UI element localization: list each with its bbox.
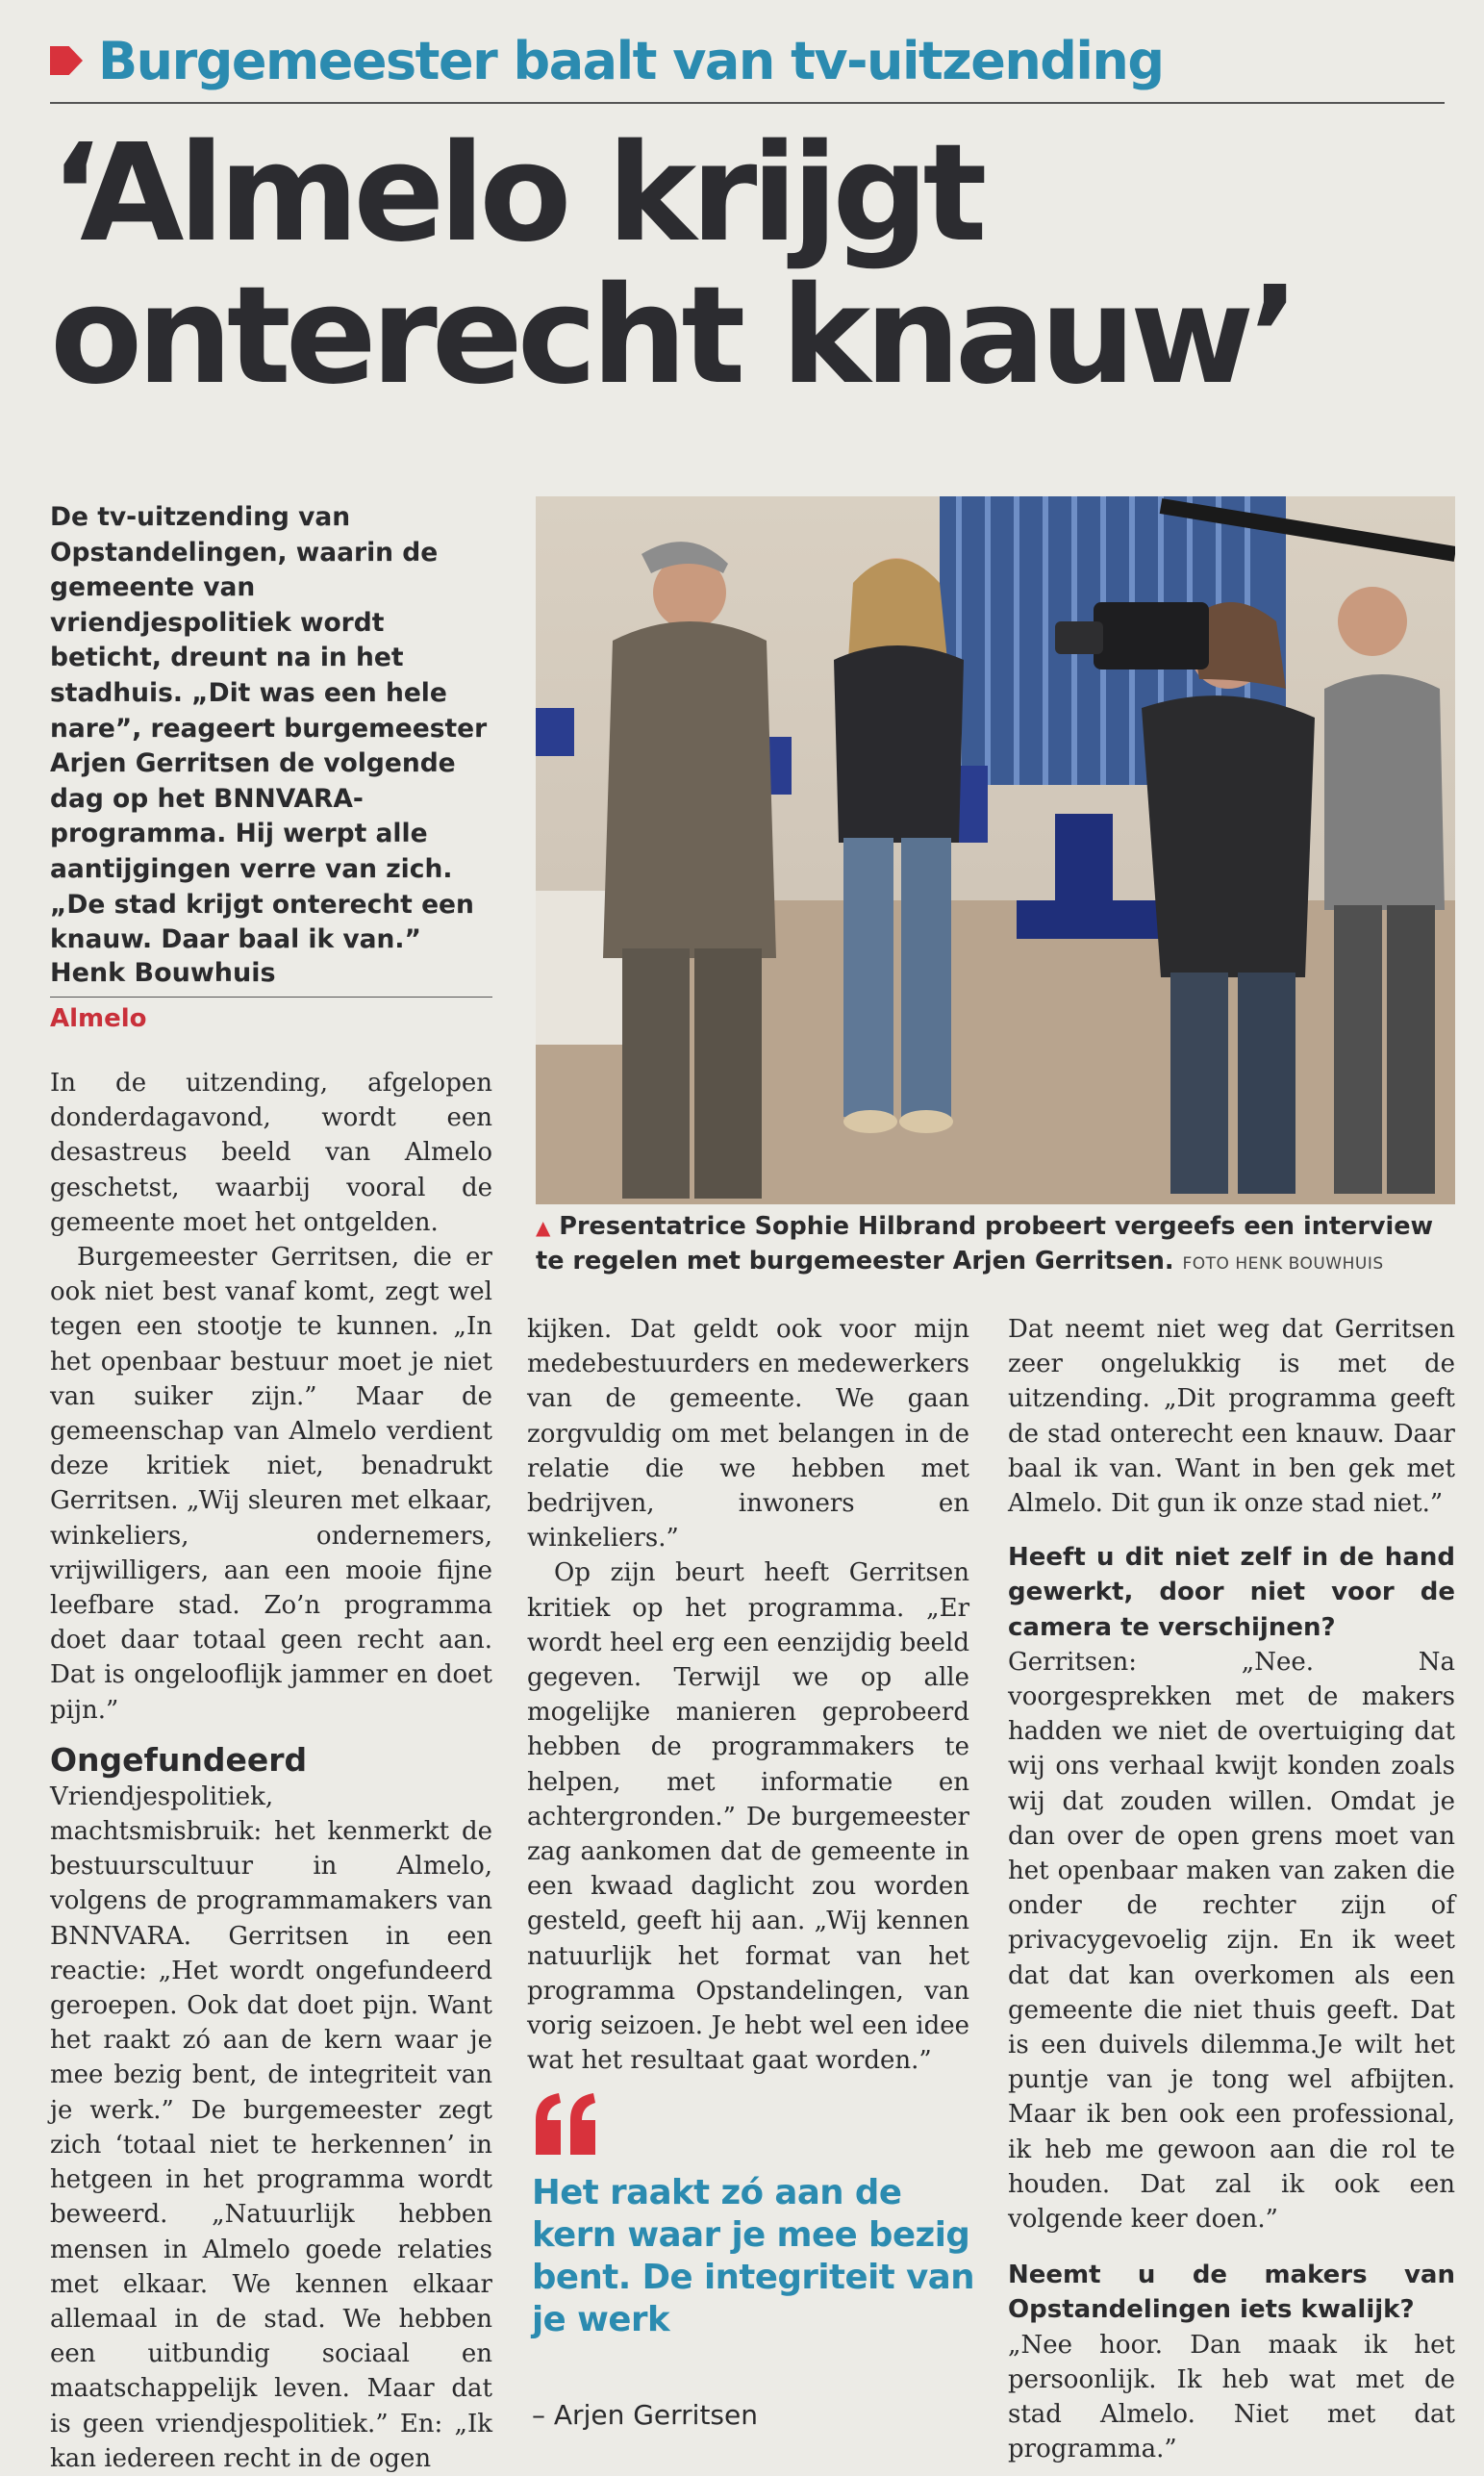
kicker [50,27,1164,94]
photo-illustration [536,496,1455,1204]
headline-line-2: onterecht knauw’ [50,258,1295,415]
pullquote-text: Het raakt zó aan de kern waar je mee bezig bent. De integriteit van je werk [532,2173,974,2339]
column-1 [50,1066,492,2476]
headline-line-1: ‘Almelo krijgt [50,115,982,272]
column-3 [1008,1312,1455,2467]
column-1-paragraph: In de uitzending, afgelopen donderdagavond, wordt een desastreus beeld van Almelo geschetst, waarbij vooral de gemeente moet het ontgelden. [50,1069,492,1237]
column-2-paragraph: kijken. Dat geldt ook voor mijn medebestuurders en medewerkers van de gemeente. We gaan zorgvuldig om met belangen in de relatie die we hebben met bedrijven, inwoners en winkeliers.” [527,1315,969,1554]
article-photo [536,496,1455,1204]
caption-triangle-icon: ▲ [536,1216,551,1239]
dateline: Almelo [50,1004,147,1033]
column-2-paragraph: Op zijn beurt heeft Gerritsen kritiek op het programma. „Er wordt heel erg een eenzijdig beeld gegeven. Terwijl we op alle mogelijke manieren geprobeerd hebben de programmakers te helpen, met informatie en achtergronden.” De burgemeester zag aankomen dat de gemeente in een kwaad daglicht zou worden gesteld, geeft hij aan. „Wij kennen natuurlijk het format van het programma Opstandelingen, van vorig seizoen. Je hebt wel een idee wat het resultaat gaat worden.” [527,1558,969,2076]
column-2 [527,1312,969,2078]
interview-answer: „Nee hoor. Dan maak ik het persoonlijk. Ik heb wat met de stad Almelo. Niet met dat programma.” [1008,2330,1455,2464]
column-1-paragraph: Vriendjespolitiek, machtsmisbruik: het kenmerkt de bestuurscultuur in Almelo, volgens de programmamakers van BNNVARA. Gerritsen in een reactie: „Het wordt ongefundeerd geroepen. Ook dat doet pijn. Want het raakt zó aan de kern waar je mee bezig bent, de integriteit van je werk.” De burgemeester zegt zich ‘totaal niet te herkennen’ in hetgeen in het programma wordt beweerd. „Natuurlijk hebben mensen in Almelo goede relaties met elkaar. We kennen elkaar allemaal in de stad. We hebben een uitbundig sociaal en maatschappelijk leven. Maar dat is geen vriendjespolitiek.” En: „Ik kan iedereen recht in de ogen [50,1781,492,2473]
interview-question: Heeft u dit niet zelf in de hand gewerkt, door niet voor de camera te verschijnen? [1008,1543,1455,1642]
column-1-paragraph: Burgemeester Gerritsen, die er ook niet best vanaf komt, zegt wel tegen een stootje te kunnen. „In het openbaar bestuur moet je niet van suiker zijn.” Maar de gemeenschap van Almelo verdient deze kritiek niet, benadrukt Gerritsen. „Wij sleuren met elkaar, winkeliers, ondernemers, vrijwilligers, aan een mooie fijne leefbare stad. Zo’n programma doet daar totaal geen recht aan. Dat is ongelooflijk jammer en doet pijn.” [50,1243,492,1725]
byline-rule [50,997,492,998]
photo-caption [536,1210,1459,1281]
column-3-paragraph: Dat neemt niet weg dat Gerritsen zeer ongelukkig is met de uitzending. „Dit programma geeft de stad onterecht een knauw. Daar baal ik van. Want in ben gek met Almelo. Dit gun ik onze stad niet.” [1008,1315,1455,1519]
photo-credit: FOTO HENK BOUWHUIS [1182,1254,1384,1274]
pullquote-mark-icon [532,2091,601,2155]
caption-text: Presentatrice Sophie Hilbrand probeert vergeefs een interview te regelen met burgemeester Arjen Gerritsen. [536,1212,1434,1276]
kicker-rule [50,102,1445,104]
subhead-ongefundeerd: Ongefundeerd [50,1740,308,1779]
byline: Henk Bouwhuis [50,958,276,988]
interview-answer: Gerritsen: „Nee. Na voorgesprekken met de makers hadden we niet de overtuiging dat wij ons verhaal kwijt konden zoals wij dat zouden willen. Omdat je dan over de open grens moet van het openbaar maken van zaken die onder de rechter zijn of privacygevoelig zijn. En ik weet dat dat kan overkomen als een gemeente die niet thuis geeft. Dat is een duivels dilemma.Je wilt het puntje van je tong wel afbijten. Maar ik ben ook een professional, ik heb me gewoon aan die rol te houden. Dat zal ik ook een volgende keer doen.” [1008,1647,1455,2235]
kicker-arrow-icon [50,46,83,75]
intro-paragraph: De tv-uitzending van Opstandelingen, waarin de gemeente van vriendjespolitiek wordt beticht, dreunt na in het stadhuis. „Dit was een hele nare”, reageert burgemeester Arjen Gerritsen de volgende dag op het BNNVARA-programma. Hij werpt alle aantijgingen verre van zich. „De stad krijgt onterecht een knauw. Daar baal ik van.” [50,502,488,955]
interview-question: Neemt u de makers van Opstandelingen iets kwalijk? [1008,2261,1455,2325]
headline [50,115,1454,415]
kicker-text: Burgemeester baalt van tv-uitzending [98,30,1164,91]
pullquote-attribution: – Arjen Gerritsen [532,2399,758,2431]
